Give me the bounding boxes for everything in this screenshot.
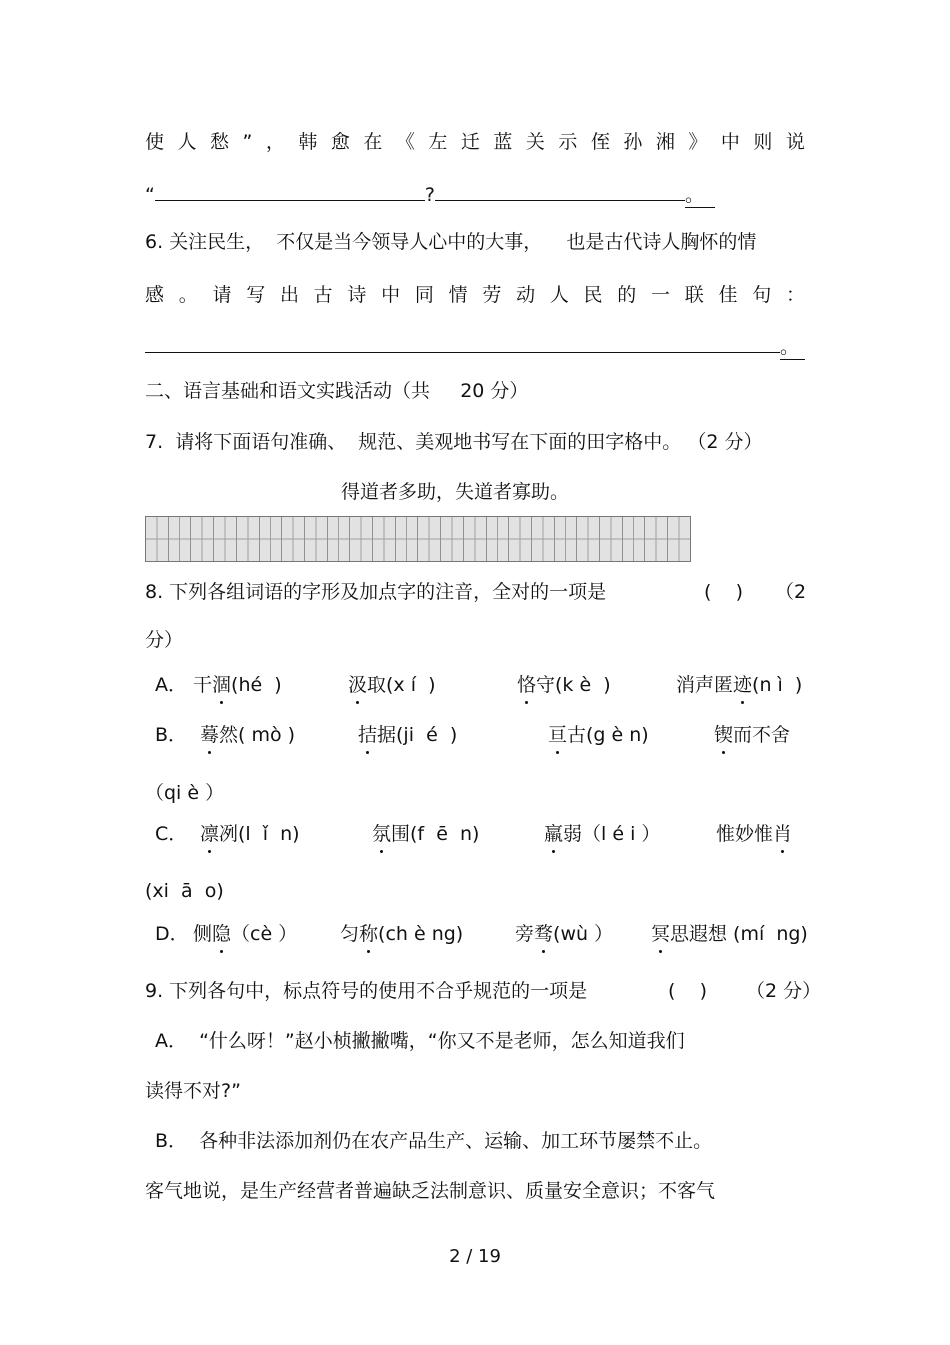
option-c-continuation: (xi ā o) — [145, 880, 224, 902]
q9-option-b-line-1: B． 各种非法添加剂仍在农产品生产、运输、加工环节屡禁不止。 — [155, 1130, 713, 1152]
tianzige-cell — [577, 517, 600, 561]
q9-paren: ( ) — [668, 980, 707, 1002]
q6-line2-char: 民 — [583, 284, 603, 306]
q8-score-cont: 分） — [145, 629, 184, 651]
tianzige-cell — [237, 517, 260, 561]
line1-char: 侄 — [590, 131, 610, 153]
q9-prompt: 9. 下列各句中，标点符号的使用不合乎规范的一项是 — [145, 980, 588, 1002]
line1-char: 》 — [688, 131, 708, 153]
q6-line2-char: 联 — [684, 284, 704, 306]
option-a-word-1: 干涸(hé ) — [193, 674, 282, 696]
q6-line2-char: 句 — [752, 284, 772, 306]
option-c-word-1: 凛冽(l ǐ n) — [200, 823, 300, 845]
q9-option-a-line-2: 读得不对?” — [145, 1080, 241, 1102]
answer-blank-2 — [435, 182, 685, 201]
q6-answer-line — [145, 334, 805, 360]
option-b-label: B． — [155, 724, 188, 746]
q6-period: 。 — [780, 335, 805, 360]
q6-line2-char: 佳 — [718, 284, 738, 306]
open-quote: “ — [145, 184, 155, 206]
line1-char: 蓝 — [493, 131, 513, 153]
line1-char: 愁 — [210, 131, 230, 153]
option-b-continuation: （qi è ） — [145, 782, 225, 804]
tianzige-cell — [350, 517, 373, 561]
option-a-label: A． — [155, 674, 187, 696]
option-a-word-4: 消声匿迹(n ì ) — [676, 674, 803, 696]
q7-prompt: 7. 请将下面语句准确、 规范、美观地书写在下面的田字格中。 （2 分） — [145, 431, 763, 453]
option-c-word-4: 惟妙惟肖 — [716, 823, 793, 845]
q6-line2-char: 请 — [212, 284, 232, 306]
tianzige-cell — [396, 517, 419, 561]
line1-char: 使 — [145, 131, 165, 153]
line1-char: 关 — [525, 131, 545, 153]
q6-line2-char: 人 — [549, 284, 569, 306]
q6-line2-char: 。 — [178, 284, 198, 306]
tianzige-cell — [328, 517, 351, 561]
question-mark: ? — [424, 184, 435, 206]
q6-line2-char: 一 — [651, 284, 671, 306]
tianzige-cell — [532, 517, 555, 561]
q6-line2-char: 同 — [414, 284, 434, 306]
q6-answer-blank — [145, 334, 780, 353]
option-a-word-3: 恪守(k è ) — [517, 674, 611, 696]
line1-char: 在 — [363, 131, 383, 153]
q6-line2-char: 的 — [617, 284, 637, 306]
tianzige-cell — [146, 517, 169, 561]
period-mark: 。 — [685, 183, 715, 208]
q9-score: （2 分） — [746, 980, 822, 1002]
q6-line2-char: 劳 — [482, 284, 502, 306]
q6-line2-char: ： — [785, 284, 805, 306]
section-2-heading: 二、语言基础和语文实践活动（共 20 分） — [145, 380, 529, 402]
line1-char: 迁 — [460, 131, 480, 153]
line1-char: 则 — [753, 131, 773, 153]
option-d-word-3: 旁骛(wù ） — [515, 923, 614, 945]
option-c-label: C． — [155, 823, 188, 845]
line1-char: 说 — [785, 131, 805, 153]
option-b-word-3: 亘古(g è n) — [548, 724, 649, 746]
tianzige-cell — [418, 517, 441, 561]
q6-line2-char: 写 — [246, 284, 266, 306]
tianzige-grid — [145, 516, 691, 562]
tianzige-cell — [191, 517, 214, 561]
option-a-word-2: 汲取(x í ) — [348, 674, 436, 696]
line1-char: 中 — [720, 131, 740, 153]
q6-line2-char: 中 — [381, 284, 401, 306]
q8-prompt: 8. 下列各组词语的字形及加点字的注音，全对的一项是 — [145, 581, 607, 603]
tianzige-cell — [260, 517, 283, 561]
answer-blank-1 — [155, 182, 425, 201]
page-number: 2 / 19 — [449, 1246, 501, 1267]
line1-char: 《 — [395, 131, 415, 153]
line1-char: 人 — [177, 131, 197, 153]
q9-option-a-line-1: A． “什么呀！”赵小桢撇撇嘴，“你又不是老师，怎么知道我们 — [155, 1030, 685, 1052]
option-d-word-4: 冥思遐想 (mí ng) — [651, 923, 808, 945]
tianzige-cell — [555, 517, 578, 561]
option-b-word-1: 蓦然( mò ) — [200, 724, 296, 746]
tianzige-cell — [464, 517, 487, 561]
tianzige-cell — [600, 517, 623, 561]
option-c-word-2: 氛围(f ē n) — [372, 823, 480, 845]
line1-char: 孙 — [623, 131, 643, 153]
line1-char: ， — [265, 131, 285, 153]
poem-blank-line — [145, 182, 715, 208]
q6-line2-char: 古 — [313, 284, 333, 306]
q6-line2-char: 出 — [279, 284, 299, 306]
q9-option-b-line-2: 客气地说，是生产经营者普遍缺乏法制意识、质量安全意识；不客气 — [145, 1180, 716, 1202]
tianzige-cell — [623, 517, 646, 561]
q6-line2-char: 感 — [145, 284, 165, 306]
q6-line-1: 6. 关注民生， 不仅是当今领导人心中的大事， 也是古代诗人胸怀的情 — [145, 231, 757, 253]
q6-line-2 — [145, 283, 805, 307]
line1-char: 湘 — [655, 131, 675, 153]
q6-line2-char: 情 — [448, 284, 468, 306]
line1-char: 韩 — [298, 131, 318, 153]
tianzige-cell — [441, 517, 464, 561]
q6-line2-char: 诗 — [347, 284, 367, 306]
option-b-word-4: 锲而不舍 — [714, 724, 791, 746]
q6-line2-char: 动 — [516, 284, 536, 306]
tianzige-cell — [214, 517, 237, 561]
tianzige-cell — [373, 517, 396, 561]
line1-char: ” — [242, 131, 253, 153]
tianzige-cell — [169, 517, 192, 561]
option-d-word-1: 侧隐（cè ） — [193, 923, 298, 945]
tianzige-cell — [487, 517, 510, 561]
tianzige-cell — [645, 517, 668, 561]
q8-score: （2 — [775, 581, 807, 603]
line1-char: 愈 — [330, 131, 350, 153]
poem-line-1 — [145, 130, 805, 154]
option-b-word-2: 拮据(ji é ) — [358, 724, 458, 746]
q7-sentence: 得道者多助，失道者寡助。 — [341, 481, 570, 503]
q8-paren: ( ) — [704, 581, 743, 603]
option-c-word-3: 羸弱（l é i ） — [544, 823, 661, 845]
line1-char: 示 — [558, 131, 578, 153]
tianzige-cell — [509, 517, 532, 561]
tianzige-cell — [305, 517, 328, 561]
tianzige-cell — [668, 517, 690, 561]
tianzige-cell — [282, 517, 305, 561]
option-d-word-2: 匀称(ch è ng) — [340, 923, 464, 945]
option-d-label: D． — [155, 923, 189, 945]
line1-char: 左 — [428, 131, 448, 153]
